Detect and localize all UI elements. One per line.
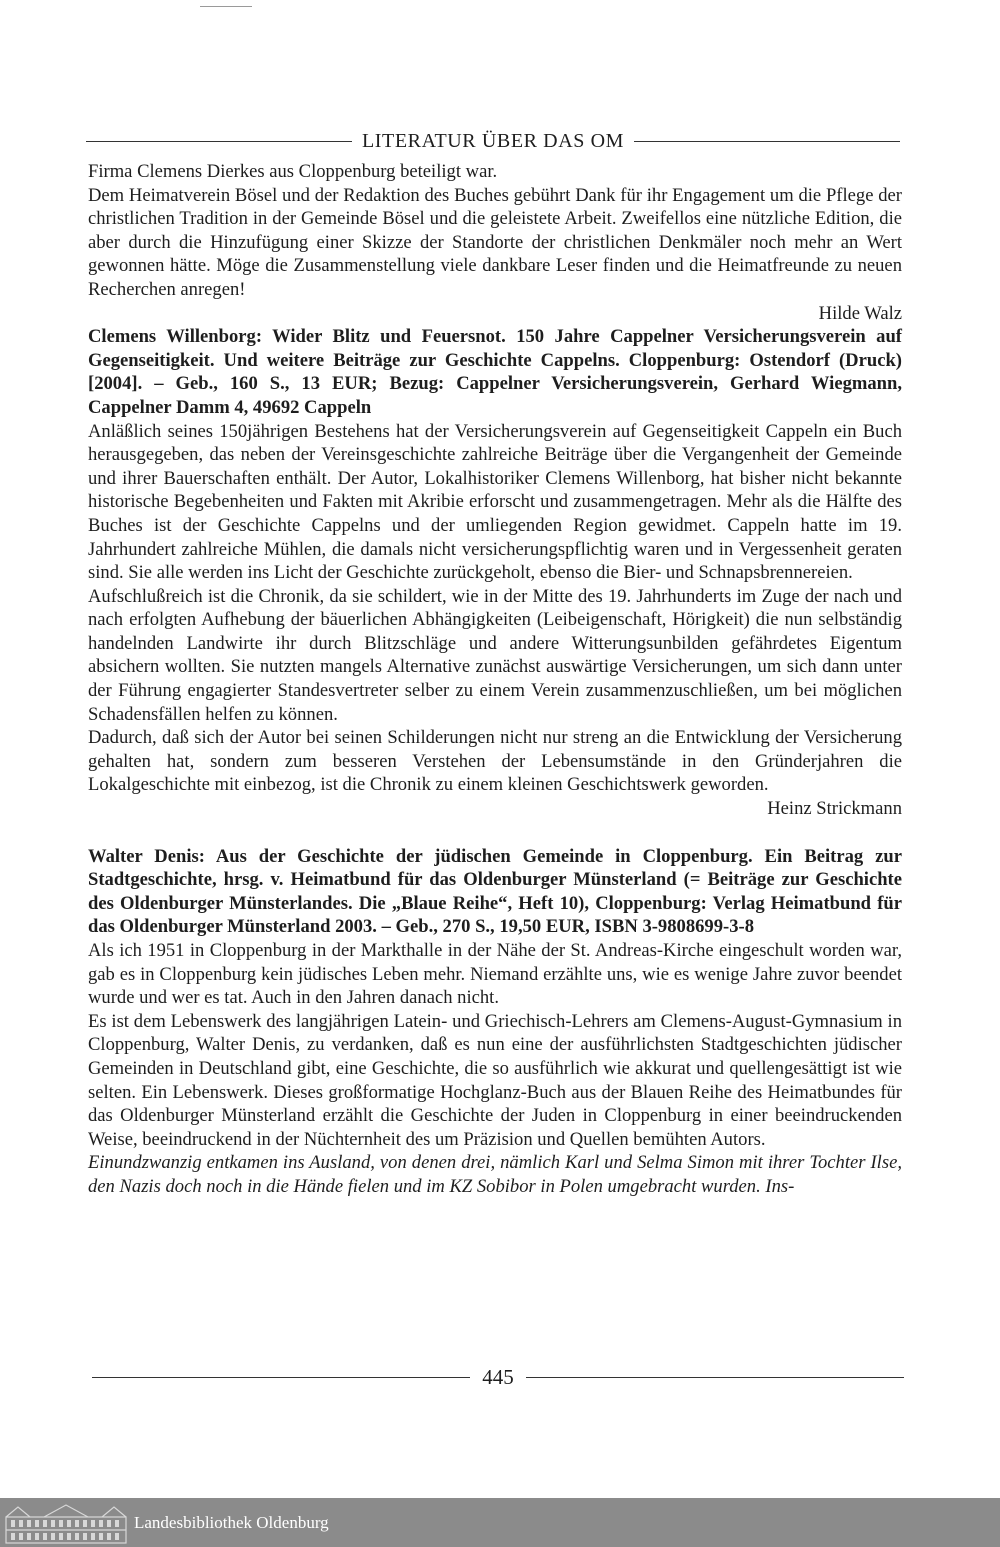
review2-reference: Clemens Willenborg: Wider Blitz und Feuersnot. 150 Jahre Cappelner Versicherungsverein auf Gegenseitigkeit. Und weitere Beiträge zur Geschichte Cappelns. Cloppenburg: Ostendorf (Druck) [2004]. – Geb., 160 S., 13 EUR; Bezug: Cappelner Versicherungsverein, Gerhard Wiegmann, Cappelner Damm 4, 49692 Cappeln [88,326,902,418]
library-name: Landesbibliothek Oldenburg [134,1512,329,1532]
footer-rule-left [92,1377,470,1378]
review2-paragraph: Aufschlußreich ist die Chronik, da sie schildert, wie in der Mitte des 19. Jahrhunderts im Zuge der nach und nach erfolgten Aufhebung der bäuerlichen Abhängigkeiten (Leibeigenschaft, Hörigkeit) die nun selbständig handelnden Landwirte ihr durch Blitzschläge und andere Witterungsunbilden gefährdetes Eigentum absichern wollten. Sie nutzten mangels Alternative zunächst auswärtige Versicherungen, um sich dann unter der Führung engagierter Standesvertreter selber zu einem Verein zusammenzuschließen, um bei möglichen Schadensfällen helfen zu können. [88,585,902,725]
review2-paragraph: Dadurch, daß sich der Autor bei seinen Schilderungen nicht nur streng an die Entwicklung der Versicherung gehalten hat, sondern zum besseren Verstehen der Lebensumstände in den Gründerjahren die Lokalgeschichte mit einbezog, ist die Chronik zu einem kleinen Geschichtswerk geworden. [88,727,902,796]
top-edge-mark [200,6,252,7]
review3-paragraph: Es ist dem Lebenswerk des langjährigen Latein- und Griechisch-Lehrers am Clemens-August-Gymnasium in Cloppenburg, Walter Denis, zu verdanken, daß es nun eine der ausführlichsten Stadtgeschichten jüdischer Gemeinden in Deutschland gibt, eine Geschichte, die so ausführlich wie akkurat und quellengesättigt ist wie selten. Ein Lebenswerk. Dieses großformatige Hochglanz-Buch aus der Blauen Reihe des Heimatbundes für das Oldenburger Münsterland erzählt die Geschichte der Juden in Cloppenburg in einer beeindruckenden Weise, beeindruckend in der Nüchternheit des um Präzision und Quellen bemühten Autors. [88,1010,902,1150]
review3-paragraph: Als ich 1951 in Cloppenburg in der Markthalle in der Nähe der St. Andreas-Kirche eingeschult worden war, gab es in Cloppenburg kein jüdisches Leben mehr. Niemand erzählte uns, wie es wenige Jahre zuvor beendet wurde und wer es tat. Auch in den Jahren danach nicht. [88,940,902,1009]
page-footer [92,1362,904,1392]
header-title: LITERATUR ÜBER DAS OM [361,129,625,152]
review2-paragraph: Anläßlich seines 150jährigen Bestehens hat der Versicherungsverein auf Gegenseitigkeit Cappeln ein Buch herausgegeben, das neben der Vereinsgeschichte zahlreiche Beiträge über die Vergangenheit der Gemeinde und ihrer Bauerschaften enthält. Der Autor, Lokalhistoriker Clemens Willenborg, hat bisher nicht bekannte historische Begebenheiten und Fakten mit Akribie erforscht und zusammengetragen. Mehr als die Hälfte des Buches ist der Geschichte Cappelns und der umliegenden Region gewidmet. Cappeln hatte im 19. Jahrhundert zahlreiche Mühlen, die damals nicht versicherungspflichtig waren und in Vergessenheit geraten sind. Sie alle werden ins Licht der Geschichte zurückgeholt, ebenso die Bier- und Schnapsbrennereien. [88,420,902,584]
running-header [86,126,900,156]
page-number: 445 [482,1364,514,1389]
section-spacer [88,821,902,845]
review2-signature: Heinz Strickmann [767,798,902,820]
review1-signature: Hilde Walz [818,302,902,324]
review3-reference: Walter Denis: Aus der Geschichte der jüdischen Gemeinde in Cloppenburg. Ein Beitrag zur Stadtgeschichte, hrsg. v. Heimatbund für das Oldenburger Münsterland (= Beiträge zur Geschichte des Oldenburger Münsterlandes. Die „Blaue Reihe“, Heft 10), Cloppenburg: Verlag Heimatbund für das Oldenburger Münsterland 2003. – Geb., 270 S., 19,50 EUR, ISBN 3-9808699-3-8 [88,845,902,938]
header-rule-left [86,141,352,142]
header-rule-right [634,141,900,142]
review1-paragraph: Dem Heimatverein Bösel und der Redaktion des Buches gebührt Dank für ihr Engagement um die Pflege der christlichen Tradition in der Gemeinde Bösel und die geleistete Arbeit. Zweifellos eine nützliche Edition, die aber durch die Hinzufügung einer Skizze der Standorte der christlichen Denkmäler noch mehr an Wert gewonnen hätte. Möge die Zusammenstellung viele dankbare Leser finden und die Heimatfreunde zu neuen Recherchen anregen! [88,184,902,300]
review3-quote: Einundzwanzig entkamen ins Ausland, von denen drei, nämlich Karl und Selma Simon mit ihrer Tochter Ilse, den Nazis doch noch in die Hände fielen und im KZ Sobibor in Polen umgebracht wurden. Ins- [88,1152,902,1197]
page-body [88,160,902,1199]
review1-paragraph: Firma Clemens Dierkes aus Cloppenburg beteiligt war. [88,161,498,182]
footer-rule-right [526,1377,904,1378]
library-building-icon [4,1501,128,1545]
library-banner [0,1498,1000,1547]
